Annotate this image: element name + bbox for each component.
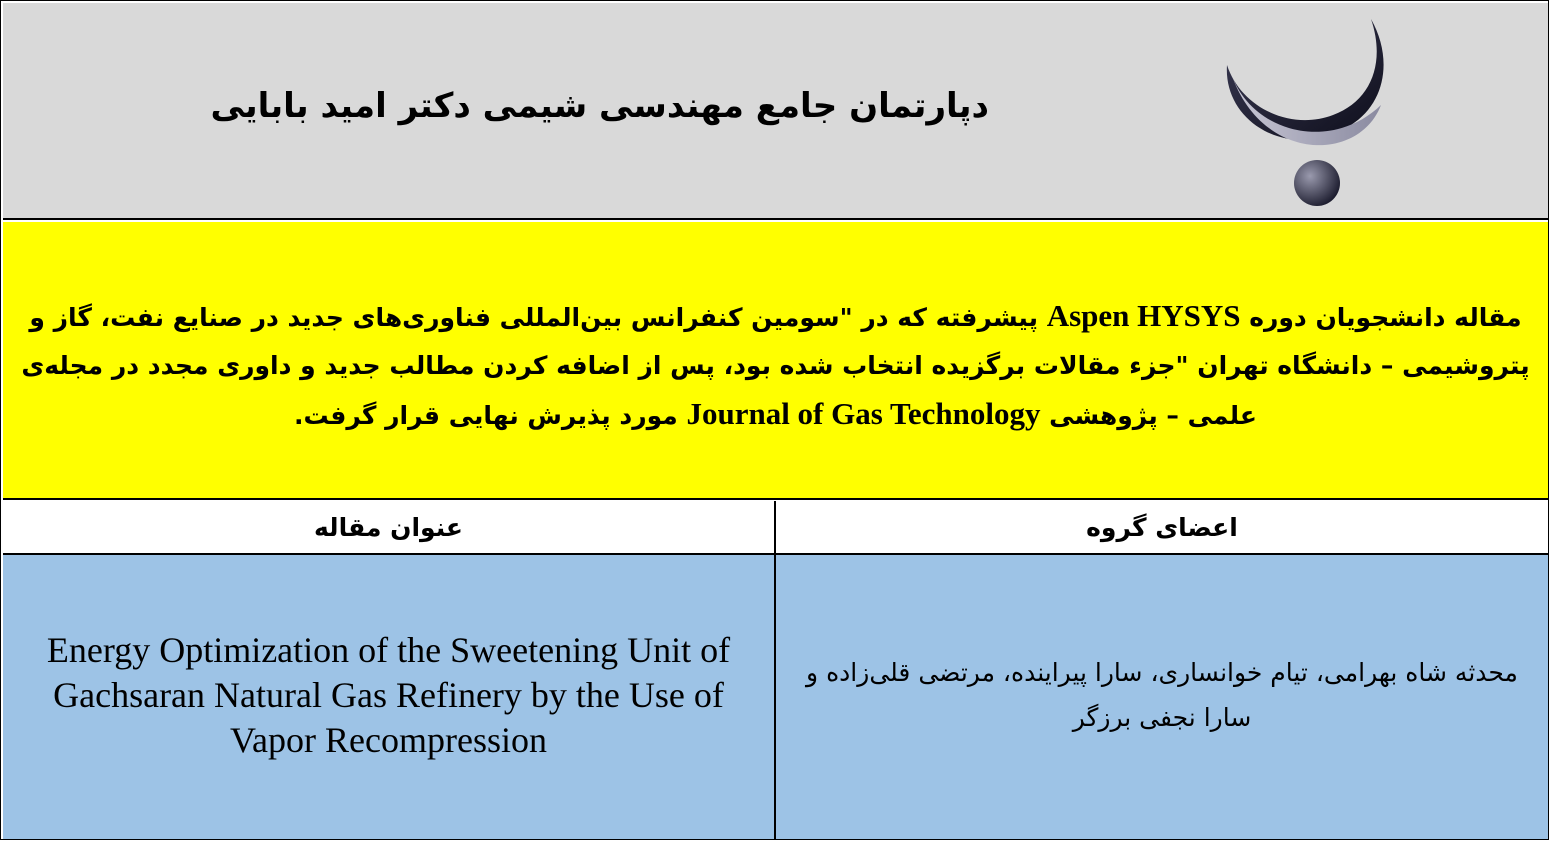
column-header-group-members: اعضای گروه: [776, 501, 1548, 555]
announcement-banner: [3, 222, 1548, 500]
announcement-text-part3: مورد پذیرش نهایی قرار گرفت.: [294, 401, 687, 430]
software-name: Aspen HYSYS: [1046, 298, 1241, 333]
article-title-cell: [3, 555, 776, 839]
announcement-text-part2: پیشرفته که در "سومین کنفرانس بین‌المللی فناوری‌های جدید در صنایع نفت، گاز و پتروشیمی – دانشگاه تهران "جزء مقالات برگزیده انتخاب شده بود، پس از اضافه کردن مطالب جدید و داوری مجدد در مجله‌ی علمی – پژوهشی: [21, 303, 1530, 430]
group-members: محدثه شاه بهرامی، تیام خوانساری، سارا پیراینده، مرتضی قلی‌زاده و سارا نجفی برزگر: [806, 658, 1518, 732]
header-band: [3, 3, 1548, 220]
article-table: [3, 501, 1548, 839]
announcement-text: [13, 292, 1538, 440]
article-title: Energy Optimization of the Sweetening Unit of Gachsaran Natural Gas Refinery by the Use of Vapor Recompression: [46, 629, 731, 760]
journal-name: Journal of Gas Technology: [686, 396, 1041, 431]
brand-logo-icon: [1221, 13, 1401, 213]
column-header-article-title: عنوان مقاله: [3, 501, 776, 555]
page-title: دپارتمان جامع مهندسی شیمی دکتر امید بابایی: [210, 86, 989, 126]
group-members-cell: [776, 555, 1548, 839]
announcement-text-part1: مقاله دانشجویان دوره: [1240, 303, 1522, 332]
